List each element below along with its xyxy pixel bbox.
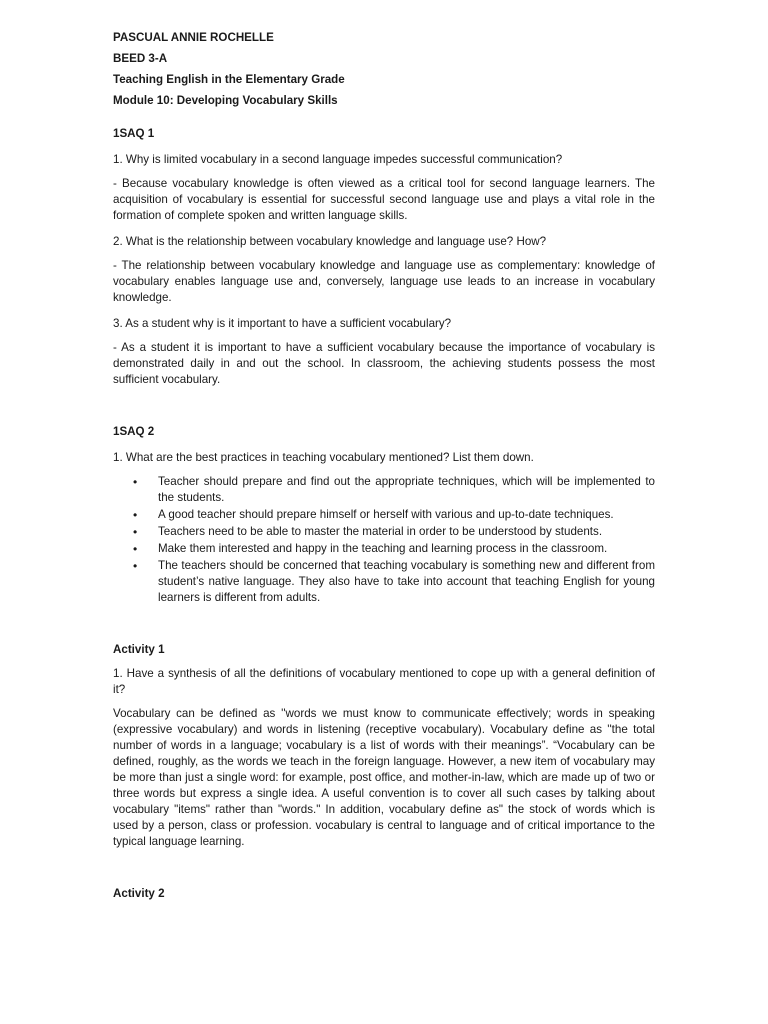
bullet-icon: •: [133, 559, 138, 573]
saq1-answer-3: - As a student it is important to have a sufficient vocabulary because the importance of vocabulary is demonstrated daily in and out the school. In classroom, the achieving students possess the most sufficient vocabulary.: [113, 341, 655, 386]
list-item-text: A good teacher should prepare himself or herself with various and up-to-date techniques.: [158, 508, 614, 521]
list-item: [113, 524, 655, 540]
saq1-question-2: 2. What is the relationship between vocabulary knowledge and language use? How?: [113, 235, 547, 248]
best-practices-list: [113, 474, 655, 606]
saq1-question-3: 3. As a student why is it important to have a sufficient vocabulary?: [113, 317, 452, 330]
course-title: Teaching English in the Elementary Grade: [113, 73, 345, 86]
saq1-question-1: 1. Why is limited vocabulary in a second language impedes successful communication?: [113, 153, 563, 166]
list-item: [113, 558, 655, 606]
bullet-icon: •: [133, 542, 138, 556]
student-name: PASCUAL ANNIE ROCHELLE: [113, 31, 274, 44]
list-item: [113, 507, 655, 523]
bullet-icon: •: [133, 508, 138, 522]
list-item: [113, 474, 655, 506]
activity1-heading: Activity 1: [113, 643, 165, 656]
saq1-answer-2: - The relationship between vocabulary knowledge and language use as complementary: knowledge of vocabulary enables language use and, conversely, language use leads to an increase in vocabulary knowledge.: [113, 259, 655, 304]
bullet-icon: •: [133, 475, 138, 489]
saq1-heading: 1SAQ 1: [113, 127, 155, 140]
section-label: BEED 3-A: [113, 52, 168, 65]
document-page: [113, 30, 655, 902]
bullet-icon: •: [133, 525, 138, 539]
activity1-answer: Vocabulary can be defined as ''words we must know to communicate effectively; words in speaking (expressive vocabulary) and words in listening (receptive vocabulary). Vocabulary define as ''the total number of words in a language; vocabulary is a list of words with their meanings”. “Vocabulary can be defined, roughly, as the words we teach in the foreign language. However, a new item of vocabulary may be more than just a single word: for example, post office, and mother-in-law, which are made up of two or three words but express a single idea. A useful convention is to cover all such cases by talking about vocabulary "items" rather than "words." In addition, vocabulary define as" the stock of words which is used by a person, class or profession. vocabulary is central to language and of critical importance to the typical language learning.: [113, 707, 655, 848]
saq2-heading: 1SAQ 2: [113, 425, 155, 438]
list-item: [113, 541, 655, 557]
list-item-text: Teacher should prepare and find out the appropriate techniques, which will be implemented to the students.: [158, 475, 655, 504]
activity1-question: 1. Have a synthesis of all the definitions of vocabulary mentioned to cope up with a general definition of it?: [113, 667, 655, 696]
module-title: Module 10: Developing Vocabulary Skills: [113, 94, 338, 107]
list-item-text: Teachers need to be able to master the material in order to be understood by students.: [158, 525, 603, 538]
activity2-heading: Activity 2: [113, 887, 165, 900]
saq2-question-1: 1. What are the best practices in teaching vocabulary mentioned? List them down.: [113, 451, 534, 464]
list-item-text: The teachers should be concerned that teaching vocabulary is something new and different from student’s native language. They also have to take into account that teaching English for young learners is different from adults.: [158, 559, 655, 604]
list-item-text: Make them interested and happy in the teaching and learning process in the classroom.: [158, 542, 608, 555]
saq1-answer-1: - Because vocabulary knowledge is often viewed as a critical tool for second language learners. The acquisition of vocabulary is essential for successful second language use and plays a vital role in the formation of complete spoken and written language skills.: [113, 177, 655, 222]
